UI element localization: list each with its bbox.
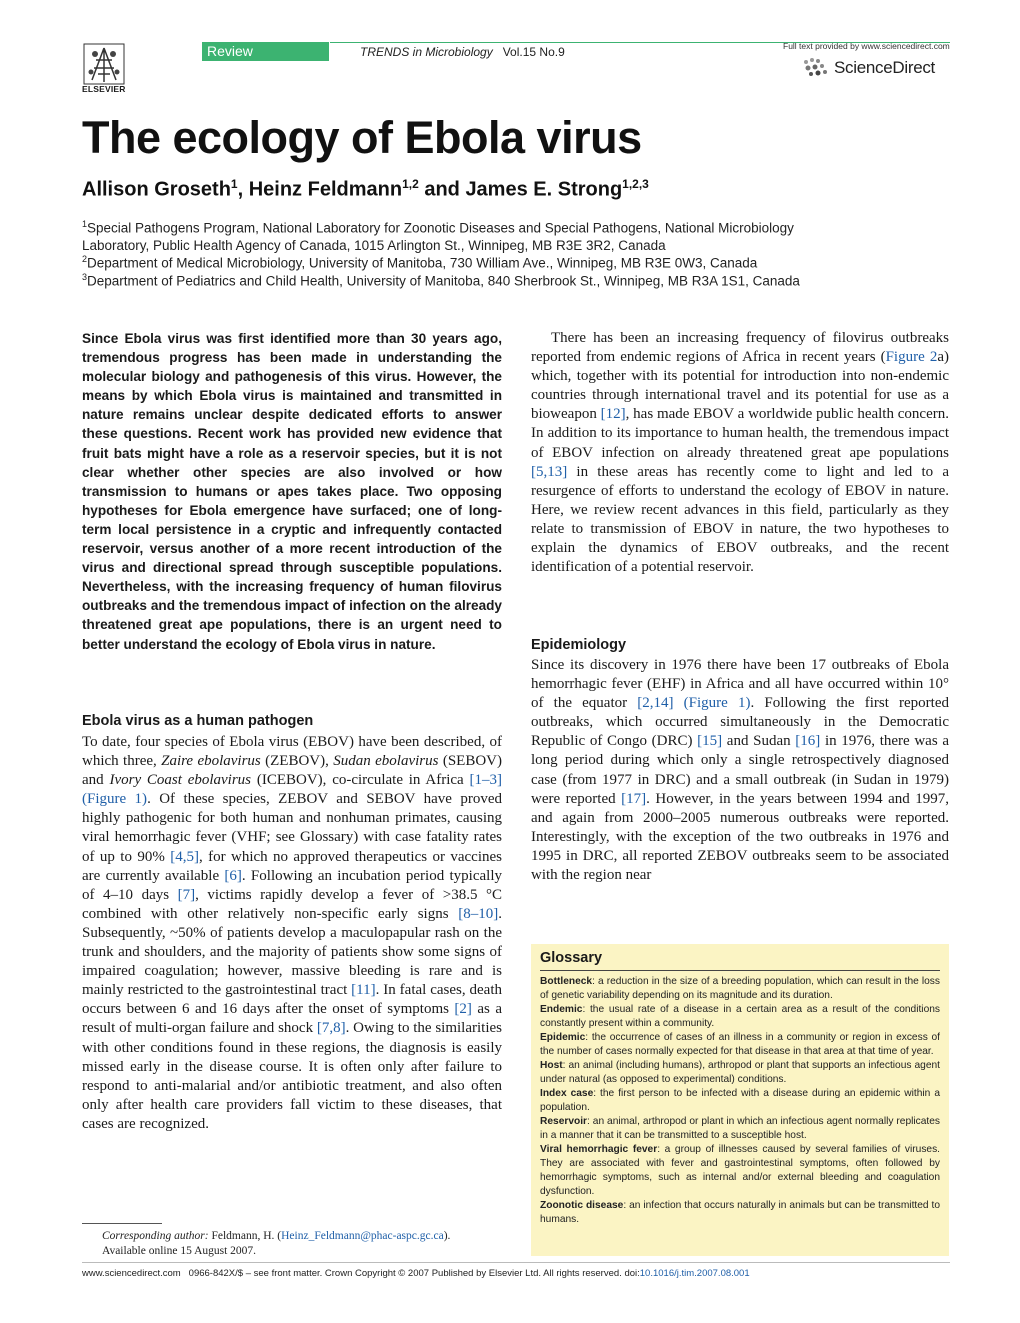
elsevier-wordmark: ELSEVIER — [82, 84, 126, 94]
section1-paragraph: To date, four species of Ebola virus (EBOV) have been described, of which three, Zaire ebolavirus (ZEBOV), Sudan ebolavirus (SEBOV) and Ivory Coast ebolavirus (ICEBOV), co-circulate in Africa [1–3] (Figure 1). Of these species, ZEBOV and SEBOV have proved highly pathogenic for both human and nonhuman primates, causing viral hemorrhagic fever (VHF; see Glossary) with case fatality rates of up to 90% [4,5], for which no approved therapeutics or vaccines are currently available [6]. Following an incubation period typically of 4–10 days [7], victims rapidly develop a fever of >38.5 °C combined with other relatively non-specific early signs [8–10]. Subsequently, ~50% of patients develop a maculopapular rash on the trunk and shoulders, and the majority of patients show some signs of impaired coagulation; however, massive bleeding is rare and is mainly restricted to the gastrointestinal tract [11]. In fatal cases, death occurs between 6 and 16 days after the onset of symptoms [2] as a result of multi-organ failure and shock [7,8]. Owing to the similarities with other conditions found in these regions, the diagnosis is easily missed early in the disease course. It is often only after failure to respond to anti-malarial and/or antibiotic treatment, and also often only after health care providers fall victim to these diseases, that cases are recognized. — [82, 734, 503, 1132]
sciencedirect-dots-icon — [800, 56, 832, 80]
sciencedirect-wordmark[interactable]: ScienceDirect — [834, 58, 935, 77]
journal-volume: Vol.15 No.9 — [502, 45, 565, 59]
intro-paragraph: There has been an increasing frequency of filovirus outbreaks reported from endemic regions of Africa in recent years (Figure 2a) which, together with its potential for introduction into non-endemic countries through international travel and its potential for use as a bioweapon [12], has made EBOV a worldwide public health concern. In addition to its importance to human health, the tremendous impact of EBOV infection on already threatened great ape populations [5,13] in these areas has recently come to light and led to a resurgence of efforts to understand the ecology of EBOV in nature. Here, we review recent advances in this field, particularly as they relate to transmission of EBOV in nature, the two hypotheses to explain the dynamics of EBOV outbreaks, and the recent identification of a potential reservoir. — [531, 330, 949, 576]
footnote-label: Corresponding author: — [102, 1230, 209, 1242]
journal-name: TRENDS in Microbiology — [360, 45, 493, 59]
affiliation-text: Department of Pediatrics and Child Health, University of Manitoba, 840 Sherbrook St., Winnipeg, MB R3A 1S1, Canada — [87, 273, 800, 289]
species-name: Sudan ebolavirus — [333, 753, 439, 770]
footer-rule — [82, 1262, 950, 1263]
affiliation-marker: 1 — [82, 219, 88, 229]
glossary-entry: Zoonotic disease: an infection that occurs naturally in animals but can be transmitted to humans. — [540, 1200, 940, 1225]
figure-link[interactable]: Figure 2 — [885, 349, 938, 366]
citation-link[interactable]: [8–10] — [458, 905, 499, 922]
epidemiology-paragraph: Since its discovery in 1976 there have been 17 outbreaks of Ebola hemorrhagic fever (EHF) in Africa and all have occurred within 10° of the equator [2,14] (Figure 1). Following the first reported outbreaks, which occurred simultaneously in the Democratic Republic of Congo (DRC) [15] and Sudan [16] in 1976, there was a long period during which only a single retrospectively diagnosed case (from 1977 in DRC) and a small outbreak (in Sudan in 1979) were reported [17]. However, in the years between 1994 and 1997, and again from 2000–2005 numerous outbreaks were reported. Interestingly, with the exception of the two outbreaks in 1976 and 1995 in DRC, all reported ZEBOV outbreaks seem to be associated with the region near — [531, 657, 949, 884]
citation-link[interactable]: [17] — [621, 790, 647, 807]
footnote-rule — [82, 1223, 162, 1224]
citation-link[interactable]: [16] — [795, 733, 821, 750]
author-affiliation-marker: 1 — [230, 177, 238, 191]
affiliation-text: Special Pathogens Program, National Laboratory for Zoonotic Diseases and Special Pathogens, National Microbiology — [87, 220, 794, 236]
affiliation-marker: 3 — [82, 272, 88, 282]
sciencedirect-url-link[interactable]: www.sciencedirect.com — [82, 1268, 181, 1279]
author-separator: and — [418, 178, 466, 201]
author-list — [82, 177, 649, 202]
affiliation-3 — [82, 269, 962, 290]
citation-link[interactable]: [2,14] — [637, 695, 674, 712]
author-name[interactable]: James E. Strong — [465, 178, 623, 201]
author-affiliation-marker: 1,2 — [402, 177, 419, 191]
available-online-note: Available online 15 August 2007. — [102, 1245, 257, 1257]
glossary-entry: Host: an animal (including humans), arthropod or plant that supports an infectious agent under natural (as opposed to experimental) conditions. — [540, 1060, 940, 1085]
affiliation-text: Department of Medical Microbiology, University of Manitoba, 730 William Ave., Winnipeg, MB R3E 0W3, Canada — [87, 255, 758, 271]
citation-link[interactable]: [7,8] — [316, 1020, 346, 1037]
figure-link[interactable]: (Figure 1) — [82, 791, 148, 808]
citation-link[interactable]: [7] — [177, 886, 196, 903]
section-heading: Epidemiology — [531, 637, 627, 653]
species-name: Zaire ebolavirus — [161, 753, 261, 770]
section-tab: Review — [202, 42, 329, 61]
glossary-entry: Epidemic: the occurrence of cases of an illness in a community or region in excess of the number of cases normally expected for that disease in that area at that time of year. — [540, 1032, 940, 1057]
citation-link[interactable]: [1–3] — [469, 772, 502, 789]
glossary-entry: Endemic: the usual rate of a disease in a certain area as a result of the conditions constantly present within a community. — [540, 1004, 940, 1029]
species-name: Ivory Coast ebolavirus — [109, 772, 252, 789]
glossary-box — [531, 944, 949, 1256]
citation-link[interactable]: [5,13] — [531, 463, 568, 480]
article-title: The ecology of Ebola virus — [82, 112, 642, 163]
journal-line — [360, 45, 565, 59]
page-footer — [82, 1268, 950, 1279]
copyright-text: 0966-842X/$ – see front matter. Crown Copyright © 2007 Published by Elsevier Ltd. All rights reserved. doi: — [188, 1268, 640, 1279]
citation-link[interactable]: [6] — [224, 867, 242, 884]
author-name[interactable]: Allison Groseth — [82, 178, 231, 201]
glossary-entry: Viral hemorrhagic fever: a group of illnesses caused by several families of viruses. They are associated with fever and gastrointestinal symptoms, often followed by hemorrhagic symptoms, such as internal and/or external bleeding and coagulation dysfunction. — [540, 1144, 940, 1197]
glossary-entry: Bottleneck: a reduction in the size of a breeding population, which can result in the loss of genetic variability depending on its magnitude and its duration. — [540, 976, 940, 1001]
citation-link[interactable]: [4,5] — [170, 848, 199, 865]
affiliation-text: Laboratory, Public Health Agency of Canada, 1015 Arlington St., Winnipeg, MB R3E 3R2, Canada — [82, 238, 666, 253]
glossary-rule — [540, 970, 940, 971]
section-heading: Ebola virus as a human pathogen — [82, 713, 314, 729]
affiliation-1 — [82, 216, 962, 255]
figure-link[interactable]: (Figure 1) — [683, 695, 751, 712]
glossary-entry: Reservoir: an animal, arthropod or plant in which an infectious agent normally replicates in a manner that it can be transmitted to a susceptible host. — [540, 1116, 940, 1141]
corresponding-author-footnote: Corresponding author: Feldmann, H. (Heinz_Feldmann@phac-aspc.gc.ca). Available online 15 August 2007. — [102, 1230, 451, 1257]
glossary-entry: Index case: the first person to be infected with a disease during an epidemic within a population. — [540, 1088, 940, 1113]
citation-link[interactable]: [2] — [454, 1001, 472, 1018]
glossary-title: Glossary — [540, 950, 603, 966]
doi-link[interactable]: 10.1016/j.tim.2007.08.001 — [639, 1268, 750, 1279]
author-separator: , — [237, 178, 249, 201]
email-link[interactable]: Heinz_Feldmann@phac-aspc.gc.ca — [281, 1230, 444, 1242]
author-name[interactable]: Heinz Feldmann — [248, 178, 403, 201]
citation-link[interactable]: [12] — [600, 406, 626, 423]
abstract: Since Ebola virus was first identified more than 30 years ago, tremendous progress has been made in understanding the molecular biology and pathogenesis of this virus. However, the means by which Ebola virus is maintained and transmitted in nature remains unclear despite dedicated efforts to answer these questions. Recent work has provided new evidence that fruit bats might have a role as a reservoir species, but it is not clear whether other species are also involved or how transmission to humans or apes takes place. Two opposing hypotheses for Ebola emergence have surfaced; one of long-term local persistence in a cryptic and infrequently contacted reservoir, versus another of a more recent introduction of the virus and directional spread through susceptible populations. Nevertheless, with the increasing frequency of human filovirus outbreaks and the tremendous impact of infection on the already threatened great ape populations, there is an urgent need to better understand the ecology of Ebola virus in nature. — [82, 331, 502, 652]
citation-link[interactable]: [11] — [351, 982, 376, 999]
citation-link[interactable]: [15] — [697, 733, 723, 750]
author-affiliation-marker: 1,2,3 — [622, 177, 649, 191]
affiliation-marker: 2 — [82, 254, 88, 264]
fulltext-note[interactable]: Full text provided by www.sciencedirect.com — [783, 41, 950, 51]
elsevier-logo — [82, 42, 126, 96]
